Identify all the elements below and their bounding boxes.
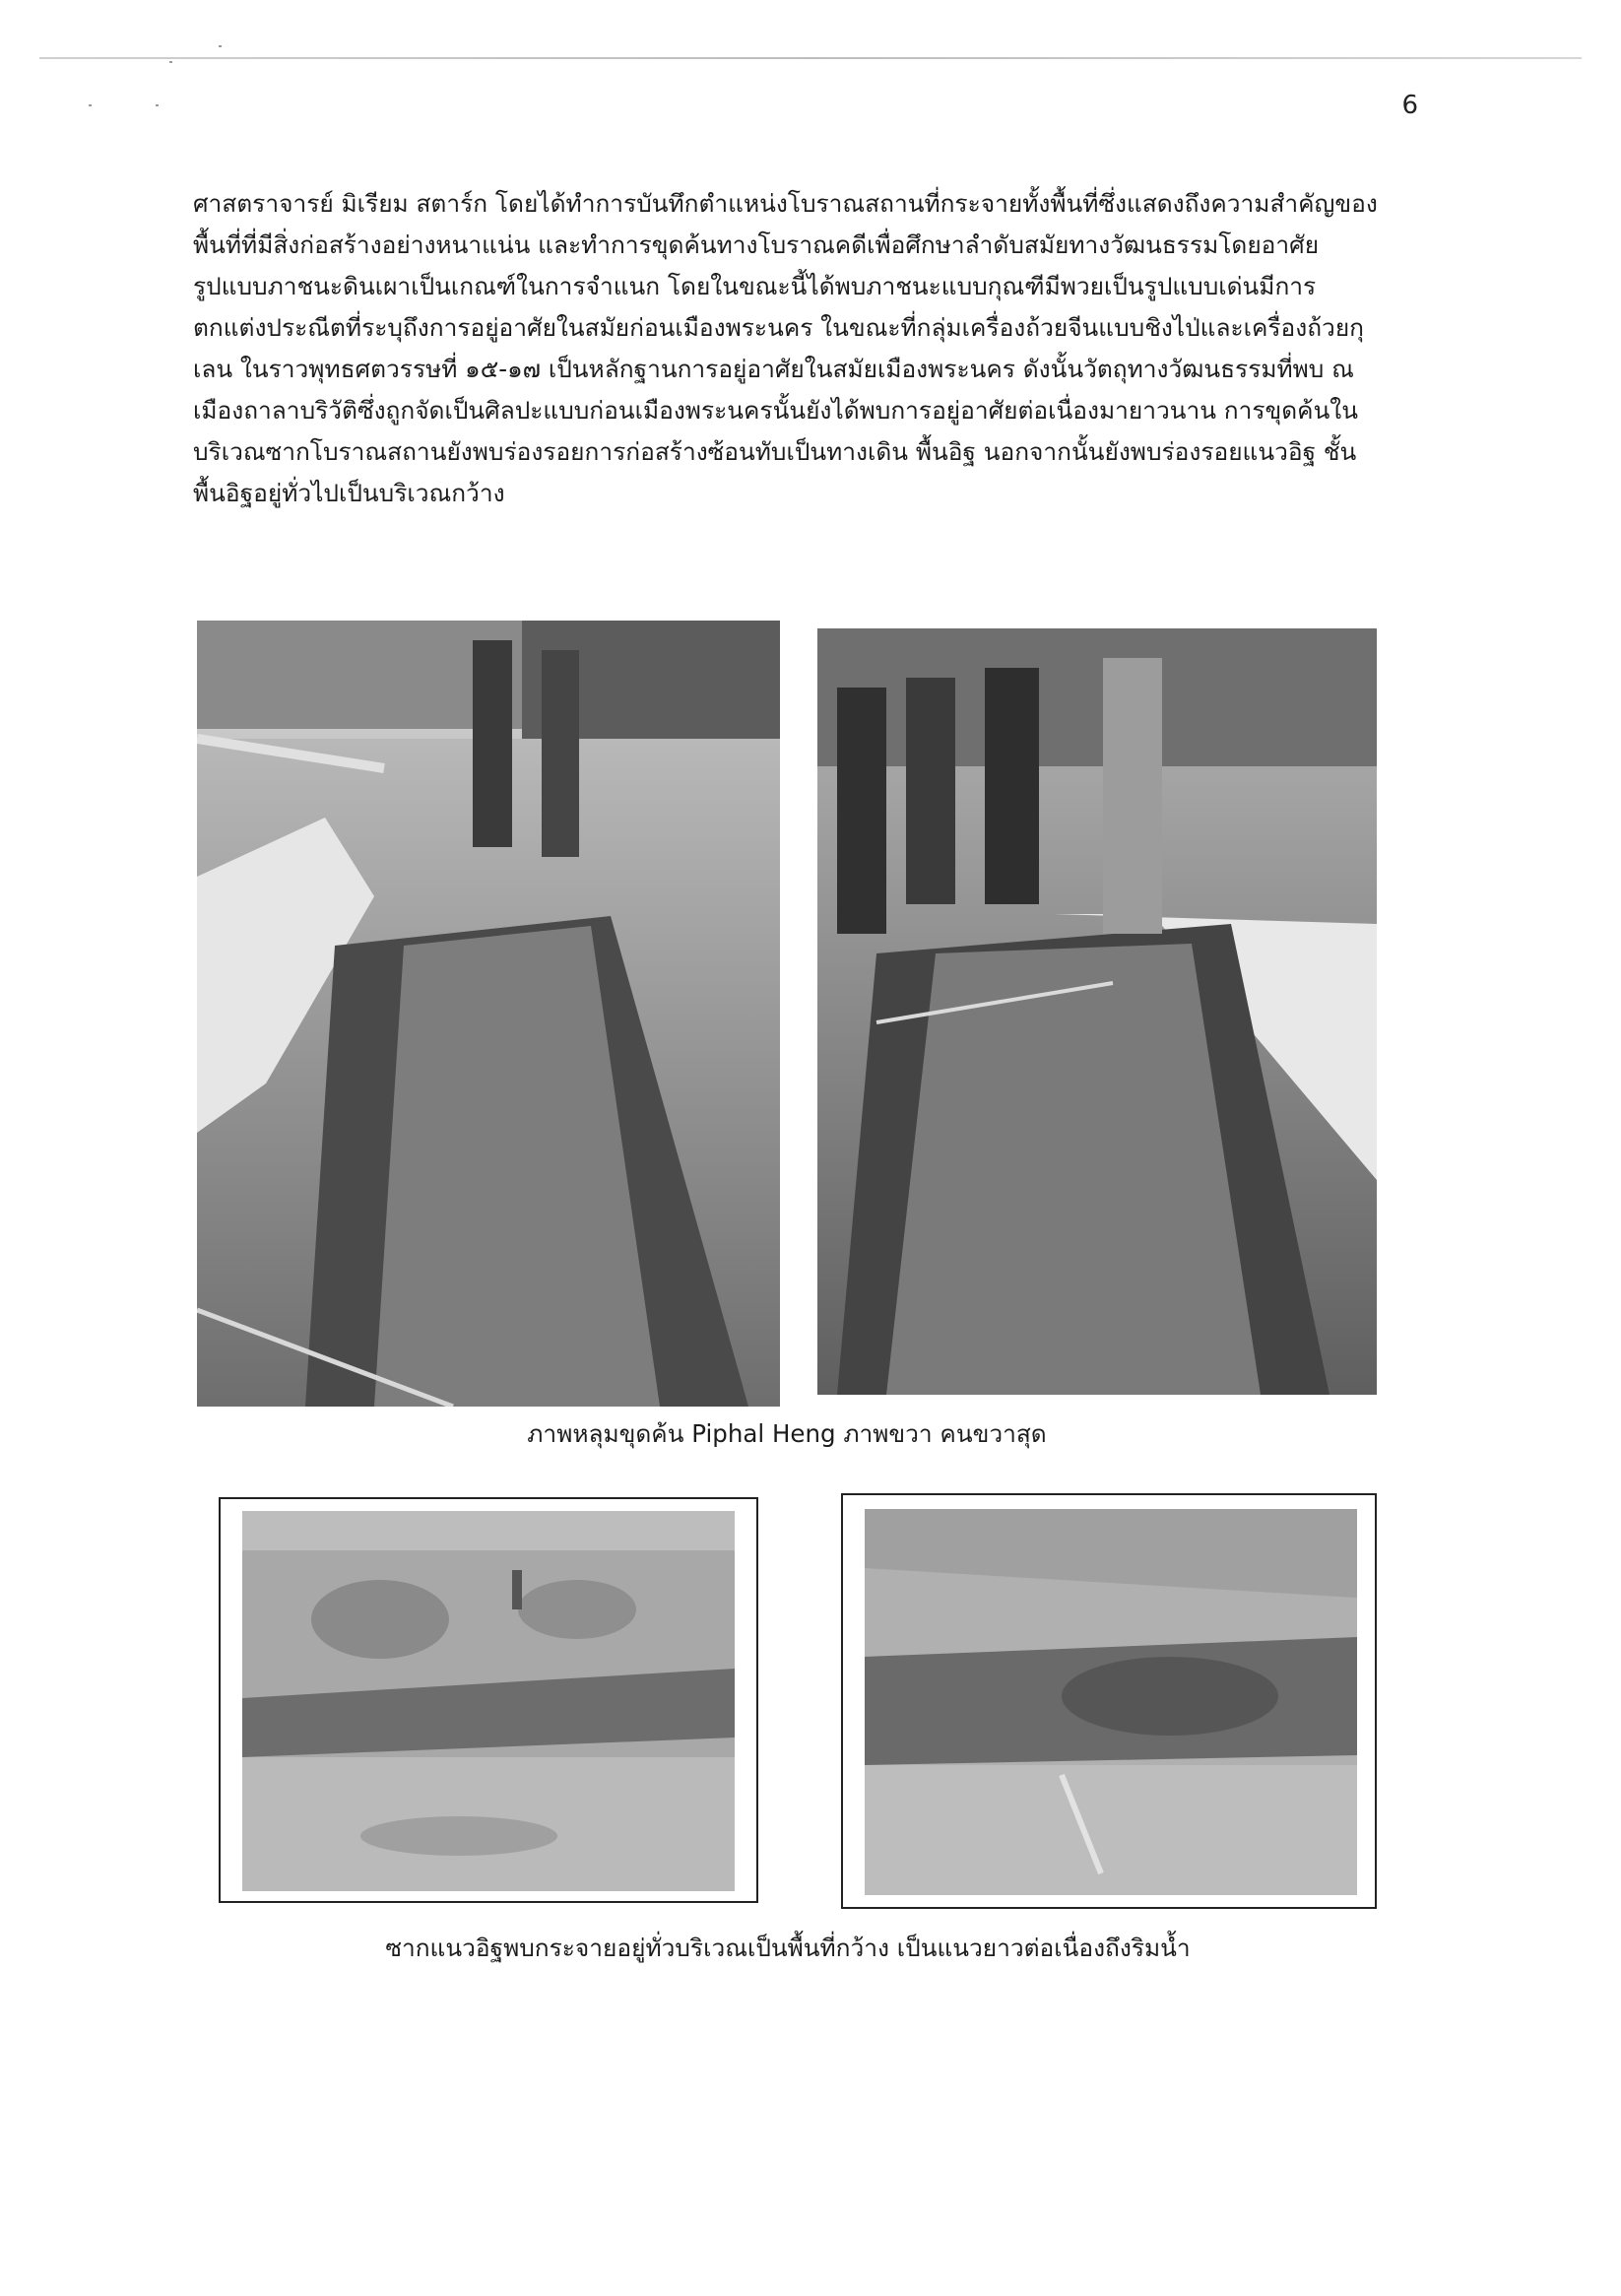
- excavation-caption: ภาพหลุมขุดค้น Piphal Heng ภาพขวา คนขวาสุด: [527, 1419, 1047, 1448]
- scan-speck: [89, 104, 92, 106]
- scan-speck: [169, 61, 172, 63]
- body-line: พื้นที่ที่มีสิ่งก่อสร้างอย่างหนาแน่น และทำการขุดค้นทางโบราณคดีเพื่อศึกษาลำดับสมัยทางวัฒนธรรมโดยอาศัย: [193, 230, 1320, 259]
- excavation-photo-right: [817, 628, 1377, 1395]
- scan-speck: [156, 104, 159, 106]
- brick-line-photo-left: [219, 1497, 758, 1903]
- excavation-photo-left: [197, 621, 780, 1407]
- body-line: รูปแบบภาชนะดินเผาเป็นเกณฑ์ในการจำแนก โดยในขณะนี้ได้พบภาชนะแบบกุณฑีมีพวยเป็นรูปแบบเด่นมีการ: [193, 272, 1317, 300]
- body-line: ศาสตราจารย์ มิเรียม สตาร์ก โดยได้ทำการบันทึกตำแหน่งโบราณสถานที่กระจายทั้งพื้นที่ซึ่งแสดงถึงความสำคัญของ: [193, 189, 1378, 218]
- header-rule: [39, 57, 1582, 59]
- brick-line-caption: ซากแนวอิฐพบกระจายอยู่ทั่วบริเวณเป็นพื้นที่กว้าง เป็นแนวยาวต่อเนื่องถึงริมน้ำ: [385, 1934, 1191, 1962]
- body-paragraph: [193, 183, 1406, 514]
- page-number: 6: [1401, 91, 1418, 120]
- body-line: เมืองถาลาบริวัติซึ่งถูกจัดเป็นศิลปะแบบก่อนเมืองพระนครนั้นยังได้พบการอยู่อาศัยต่อเนื่องมายาวนาน การขุดค้นใน: [193, 396, 1359, 425]
- body-line: พื้นอิฐอยู่ทั่วไปเป็นบริเวณกว้าง: [193, 479, 505, 507]
- scan-speck: [219, 45, 222, 47]
- brick-line-photo-right: [841, 1493, 1377, 1909]
- body-line: บริเวณซากโบราณสถานยังพบร่องรอยการก่อสร้างซ้อนทับเป็นทางเดิน พื้นอิฐ นอกจากนั้นยังพบร่องรอยแนวอิฐ ชั้น: [193, 437, 1357, 466]
- body-line: ตกแต่งประณีตที่ระบุถึงการอยู่อาศัยในสมัยก่อนเมืองพระนคร ในขณะที่กลุ่มเครื่องถ้วยจีนแบบชิงไป่และเครื่องถ้วยกุ: [193, 313, 1365, 342]
- body-line: เลน ในราวพุทธศตวรรษที่ ๑๕-๑๗ เป็นหลักฐานการอยู่อาศัยในสมัยเมืองพระนคร ดังนั้นวัตถุทางวัฒนธรรมที่พบ ณ: [193, 355, 1354, 383]
